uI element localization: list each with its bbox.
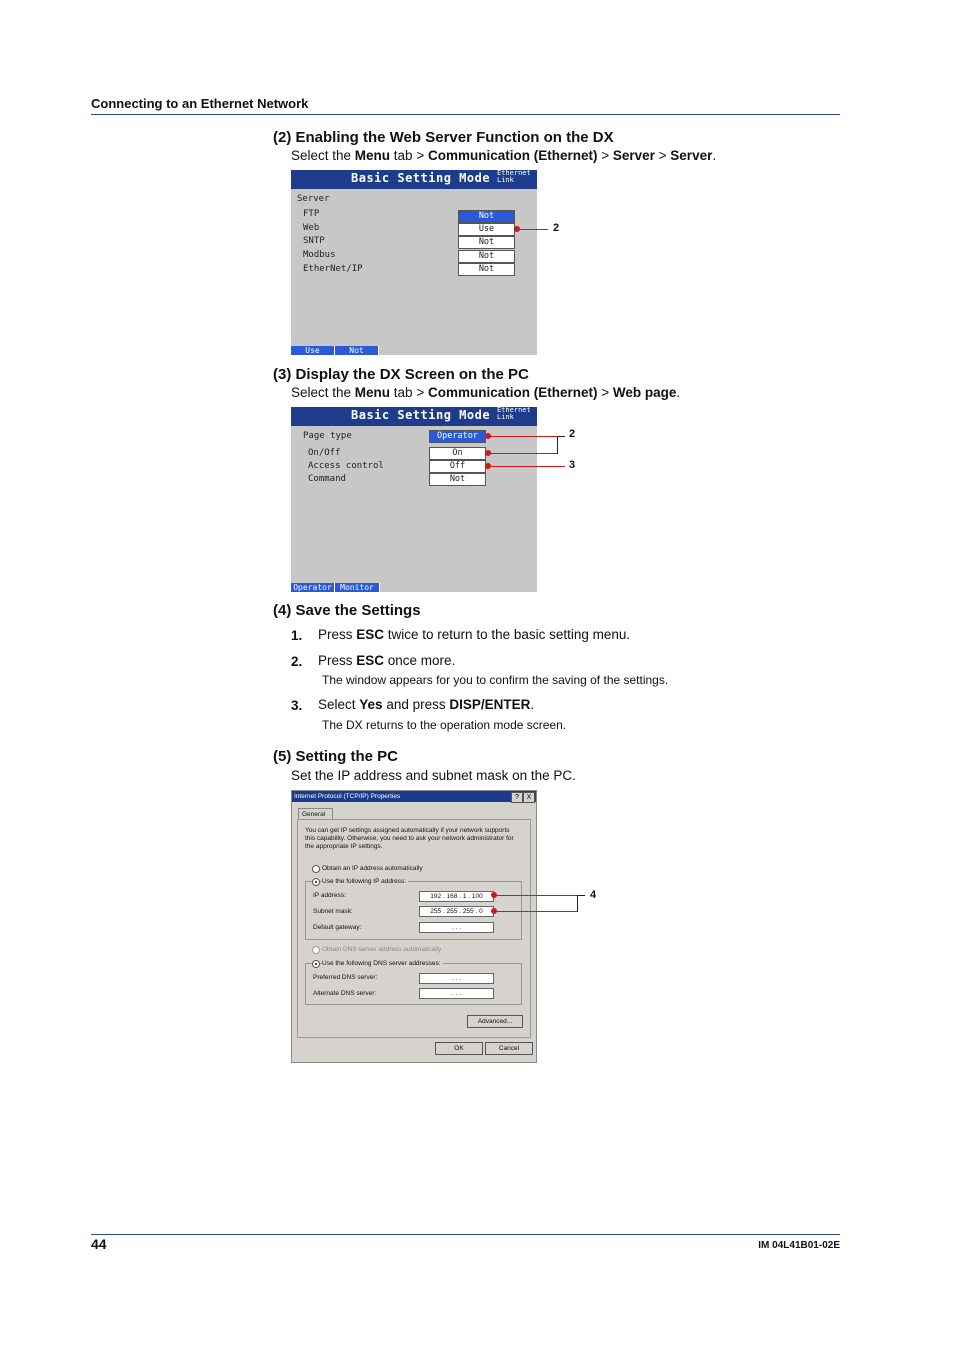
page-type-value[interactable]: Operator — [429, 430, 486, 443]
access-control-value[interactable]: Off — [429, 460, 486, 473]
alternate-dns-label: Alternate DNS server: — [313, 990, 377, 997]
callout-line — [494, 895, 578, 896]
dialog-titlebar: Internet Protocol (TCP/IP) Properties — [292, 791, 536, 802]
web-label: Web — [303, 223, 320, 233]
radio-auto-ip[interactable] — [312, 865, 320, 873]
dx-titlebar — [291, 170, 537, 189]
step-2-text: Press ESC once more. — [318, 653, 456, 668]
radio-auto-dns[interactable] — [312, 946, 320, 954]
radio-manual-ip-label: Use the following IP address: — [322, 878, 407, 885]
page-type-label: Page type — [303, 431, 352, 441]
sec2-instruction: Select the Menu tab > Communication (Ethernet) > Server > Server. — [291, 148, 717, 163]
step-3-note: The DX returns to the operation mode screen. — [322, 718, 567, 732]
ok-button[interactable]: OK — [435, 1042, 483, 1055]
step-number: 2. — [291, 654, 303, 669]
heading-display-dx-screen: (3) Display the DX Screen on the PC — [273, 366, 529, 383]
default-gateway-field[interactable]: . . . — [419, 922, 494, 933]
heading-setting-pc: (5) Setting the PC — [273, 748, 399, 765]
dx-server-screen — [291, 170, 537, 355]
web-value[interactable]: Use — [458, 223, 515, 236]
onoff-label: On/Off — [308, 448, 341, 458]
intro-line-2: this capability. Otherwise, you need to ask your network administrator for — [305, 835, 514, 842]
radio-manual-dns[interactable] — [312, 960, 320, 968]
radio-manual-dns-label: Use the following DNS server addresses: — [322, 960, 441, 967]
ethernetip-value[interactable]: Not — [458, 263, 515, 276]
heading-save-settings: (4) Save the Settings — [273, 602, 421, 619]
softkey-operator[interactable]: Operator — [291, 583, 335, 592]
help-button[interactable]: ? — [511, 792, 523, 803]
ethernetip-label: EtherNet/IP — [303, 264, 363, 274]
callout-3: 3 — [569, 459, 576, 471]
subnet-mask-field[interactable]: 255 . 255 . 255 . 0 — [419, 906, 494, 917]
command-label: Command — [308, 474, 346, 484]
callout-line — [494, 911, 578, 912]
dx-webpage-screen — [291, 407, 537, 592]
callout-bracket — [557, 436, 558, 454]
callout-2: 2 — [553, 222, 560, 234]
dx-title: Basic Setting Mode — [351, 171, 491, 185]
command-value[interactable]: Not — [429, 473, 486, 486]
dx-titlebar — [291, 407, 537, 426]
step-3-text: Select Yes and press DISP/ENTER. — [318, 697, 535, 712]
step-1-text: Press ESC twice to return to the basic setting menu. — [318, 627, 631, 642]
sec5-instruction: Set the IP address and subnet mask on the PC. — [291, 768, 576, 783]
tcpip-properties-dialog — [291, 790, 537, 1063]
ftp-value[interactable]: Not — [458, 210, 515, 223]
modbus-label: Modbus — [303, 250, 336, 260]
dx-title: Basic Setting Mode — [351, 408, 491, 422]
footer-rule — [91, 1234, 840, 1235]
sntp-value[interactable]: Not — [458, 236, 515, 249]
sec3-instruction: Select the Menu tab > Communication (Ethernet) > Web page. — [291, 385, 681, 400]
step-2-note: The window appears for you to confirm the saving of the settings. — [322, 673, 669, 687]
alternate-dns-field[interactable]: . . . — [419, 988, 494, 999]
softkey-not[interactable]: Not — [335, 346, 379, 355]
preferred-dns-label: Preferred DNS server: — [313, 974, 378, 981]
intro-line-1: You can get IP settings assigned automatically if your network supports — [305, 827, 510, 834]
preferred-dns-field[interactable]: . . . — [419, 973, 494, 984]
default-gateway-label: Default gateway: — [313, 924, 362, 931]
radio-manual-ip[interactable] — [312, 878, 320, 886]
radio-auto-ip-label: Obtain an IP address automatically — [322, 865, 423, 872]
ethernet-link-status: Ethernet Link — [497, 169, 531, 184]
tab-general[interactable]: General — [298, 808, 333, 820]
cancel-button[interactable]: Cancel — [485, 1042, 533, 1055]
onoff-value[interactable]: On — [429, 447, 486, 460]
callout-line — [517, 229, 548, 230]
close-button[interactable]: X — [523, 792, 535, 803]
callout-2: 2 — [569, 428, 576, 440]
radio-auto-dns-label: Obtain DNS server address automatically — [322, 946, 442, 953]
ip-address-label: IP address: — [313, 892, 346, 899]
header-rule — [91, 114, 840, 115]
callout-line — [488, 453, 558, 454]
advanced-button[interactable]: Advanced... — [467, 1015, 523, 1028]
modbus-value[interactable]: Not — [458, 250, 515, 263]
ethernet-link-status: Ethernet Link — [497, 406, 531, 421]
server-group-label: Server — [297, 194, 330, 204]
page-number: 44 — [91, 1236, 107, 1252]
ftp-label: FTP — [303, 209, 320, 219]
heading-enable-web-server: (2) Enabling the Web Server Function on the DX — [273, 129, 614, 146]
callout-line — [488, 436, 558, 437]
callout-bracket — [577, 895, 585, 896]
step-number: 1. — [291, 628, 303, 643]
step-number: 3. — [291, 698, 303, 713]
access-control-label: Access control — [308, 461, 384, 471]
intro-line-3: the appropriate IP settings. — [305, 843, 383, 850]
softkey-use[interactable]: Use — [291, 346, 335, 355]
document-id: IM 04L41B01-02E — [758, 1240, 840, 1251]
callout-bracket — [577, 895, 578, 912]
callout-bracket — [557, 436, 565, 437]
callout-4: 4 — [590, 889, 597, 901]
callout-line — [488, 466, 565, 467]
softkey-monitor[interactable]: Monitor — [335, 583, 380, 592]
section-header: Connecting to an Ethernet Network — [91, 96, 309, 111]
ip-address-field[interactable]: 192 . 168 . 1 . 100 — [419, 891, 494, 902]
subnet-mask-label: Subnet mask: — [313, 908, 353, 915]
sntp-label: SNTP — [303, 236, 325, 246]
